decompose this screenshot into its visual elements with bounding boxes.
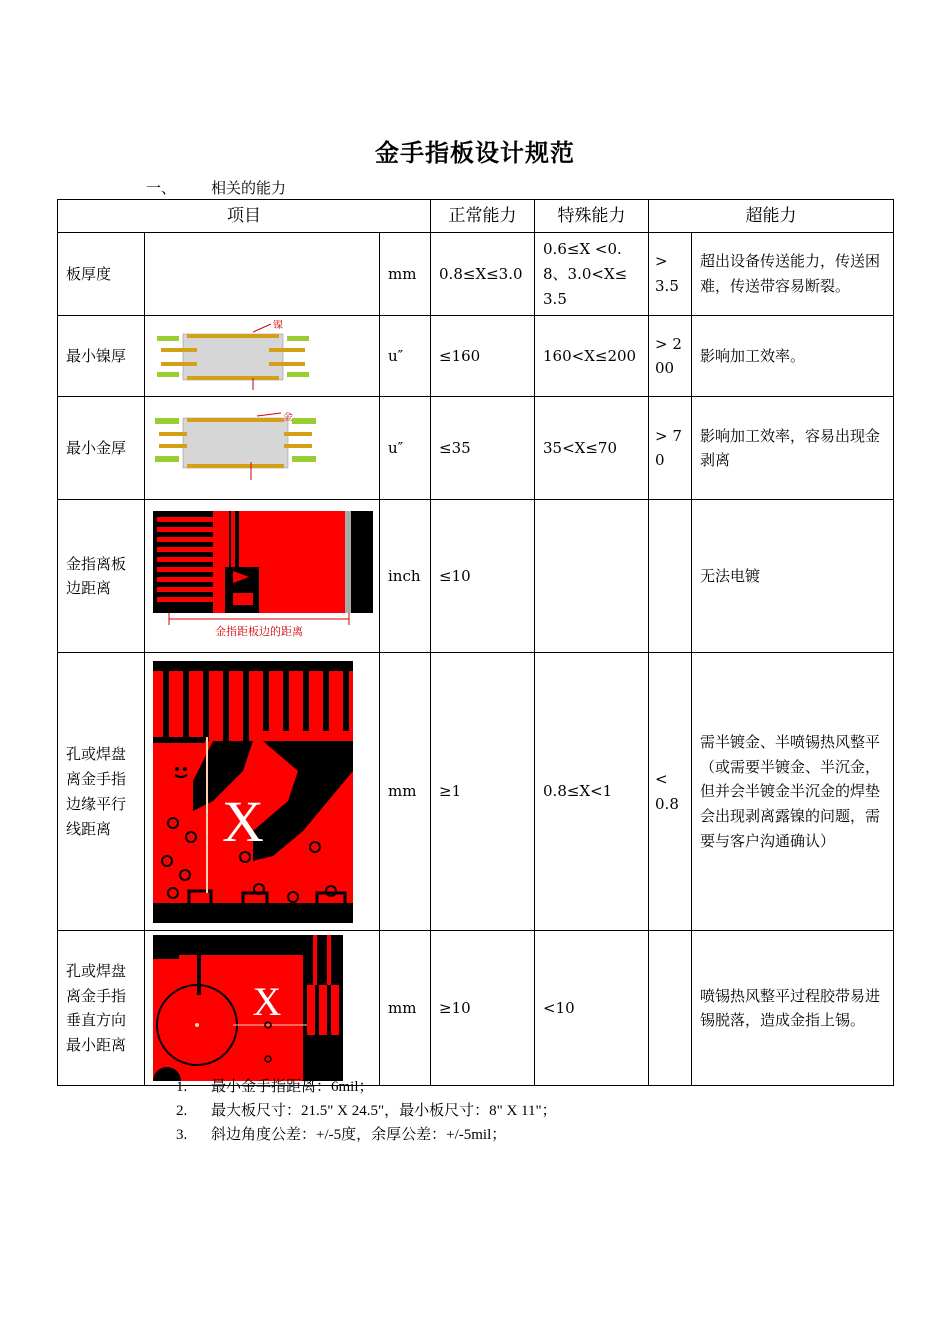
row-image	[145, 500, 380, 653]
row-normal: ≤160	[431, 316, 535, 397]
row-extreme: < 0.8	[649, 653, 692, 931]
row-unit: mm	[380, 233, 431, 316]
table-row	[58, 233, 894, 316]
row-extreme	[649, 500, 692, 653]
row-extreme: > 70	[649, 397, 692, 500]
row-unit: mm	[380, 931, 431, 1086]
row-unit: u″	[380, 397, 431, 500]
row-normal: 0.8≤X≤3.0	[431, 233, 535, 316]
row-name: 金指离板边距离	[58, 500, 145, 653]
nickel-thickness-diagram	[153, 320, 313, 392]
row-remark: 影响加工效率。	[692, 316, 894, 397]
row-extreme	[649, 931, 692, 1086]
row-extreme: > 3.5	[649, 233, 692, 316]
table-row	[58, 397, 894, 500]
list-item	[176, 1075, 557, 1099]
gold-label: 金	[283, 412, 293, 424]
row-unit: inch	[380, 500, 431, 653]
row-extreme: > 200	[649, 316, 692, 397]
note-text: 最大板尺寸：21.5" X 24.5"，最小板尺寸：8" X 11"；	[211, 1103, 557, 1119]
row-image	[145, 233, 380, 316]
row-special	[535, 500, 649, 653]
capability-table	[57, 199, 894, 1086]
row-image	[145, 316, 380, 397]
row-image	[145, 397, 380, 500]
table-row	[58, 500, 894, 653]
row-unit: mm	[380, 653, 431, 931]
row-name: 板厚度	[58, 233, 145, 316]
table-row	[58, 316, 894, 397]
parallel-distance-diagram	[153, 661, 353, 923]
row-remark: 超出设备传送能力，传送困难，传送带容易断裂。	[692, 233, 894, 316]
notes-list	[176, 1075, 557, 1147]
nickel-label: 镍	[273, 320, 283, 332]
note-text: 最小金手指距离：6mil；	[211, 1079, 374, 1095]
vertical-distance-diagram	[153, 935, 343, 1081]
header-item: 项目	[58, 200, 431, 233]
x-distance-label: X	[222, 788, 264, 854]
note-number: 3.	[176, 1127, 188, 1143]
list-item	[176, 1123, 557, 1147]
row-remark: 无法电镀	[692, 500, 894, 653]
row-special: <10	[535, 931, 649, 1086]
note-text: 斜边角度公差：+/-5度，余厚公差：+/-5mil；	[211, 1127, 507, 1143]
row-special: 0.8≤X<1	[535, 653, 649, 931]
row-special: 160<X≤200	[535, 316, 649, 397]
section-number: 一、	[146, 179, 177, 197]
section-heading	[146, 177, 286, 198]
row-unit: u″	[380, 316, 431, 397]
table-header-row	[58, 200, 894, 233]
row-name: 最小金厚	[58, 397, 145, 500]
edge-distance-label: 金指距板边的距离	[215, 625, 303, 639]
row-normal: ≤10	[431, 500, 535, 653]
row-remark: 需半镀金、半喷锡热风整平（或需要半镀金、半沉金，但并会半镀金半沉金的焊垫会出现剥离露镍的问题，需要与客户沟通确认）	[692, 653, 894, 931]
header-normal: 正常能力	[431, 200, 535, 233]
finger-to-edge-diagram	[153, 511, 373, 641]
row-image	[145, 653, 380, 931]
note-number: 2.	[176, 1103, 188, 1119]
row-remark: 影响加工效率，容易出现金剥离	[692, 397, 894, 500]
row-name: 最小镍厚	[58, 316, 145, 397]
row-normal: ≤35	[431, 397, 535, 500]
x-distance-label: X	[252, 979, 282, 1025]
row-name: 孔或焊盘离金手指垂直方向最小距离	[58, 931, 145, 1086]
row-name: 孔或焊盘离金手指边缘平行线距离	[58, 653, 145, 931]
row-special: 35<X≤70	[535, 397, 649, 500]
row-remark: 喷锡热风整平过程胶带易进锡脱落，造成金指上锡。	[692, 931, 894, 1086]
row-special: 0.6≤X <0.8、3.0<X≤3.5	[535, 233, 649, 316]
list-item	[176, 1099, 557, 1123]
header-special: 特殊能力	[535, 200, 649, 233]
table-row	[58, 931, 894, 1086]
header-super: 超能力	[649, 200, 894, 233]
row-normal: ≥1	[431, 653, 535, 931]
page-title: 金手指板设计规范	[375, 138, 575, 167]
row-normal: ≥10	[431, 931, 535, 1086]
table-row	[58, 653, 894, 931]
row-image	[145, 931, 380, 1086]
gold-thickness-diagram	[153, 412, 318, 484]
note-number: 1.	[176, 1079, 188, 1095]
section-label: 相关的能力	[211, 179, 287, 197]
